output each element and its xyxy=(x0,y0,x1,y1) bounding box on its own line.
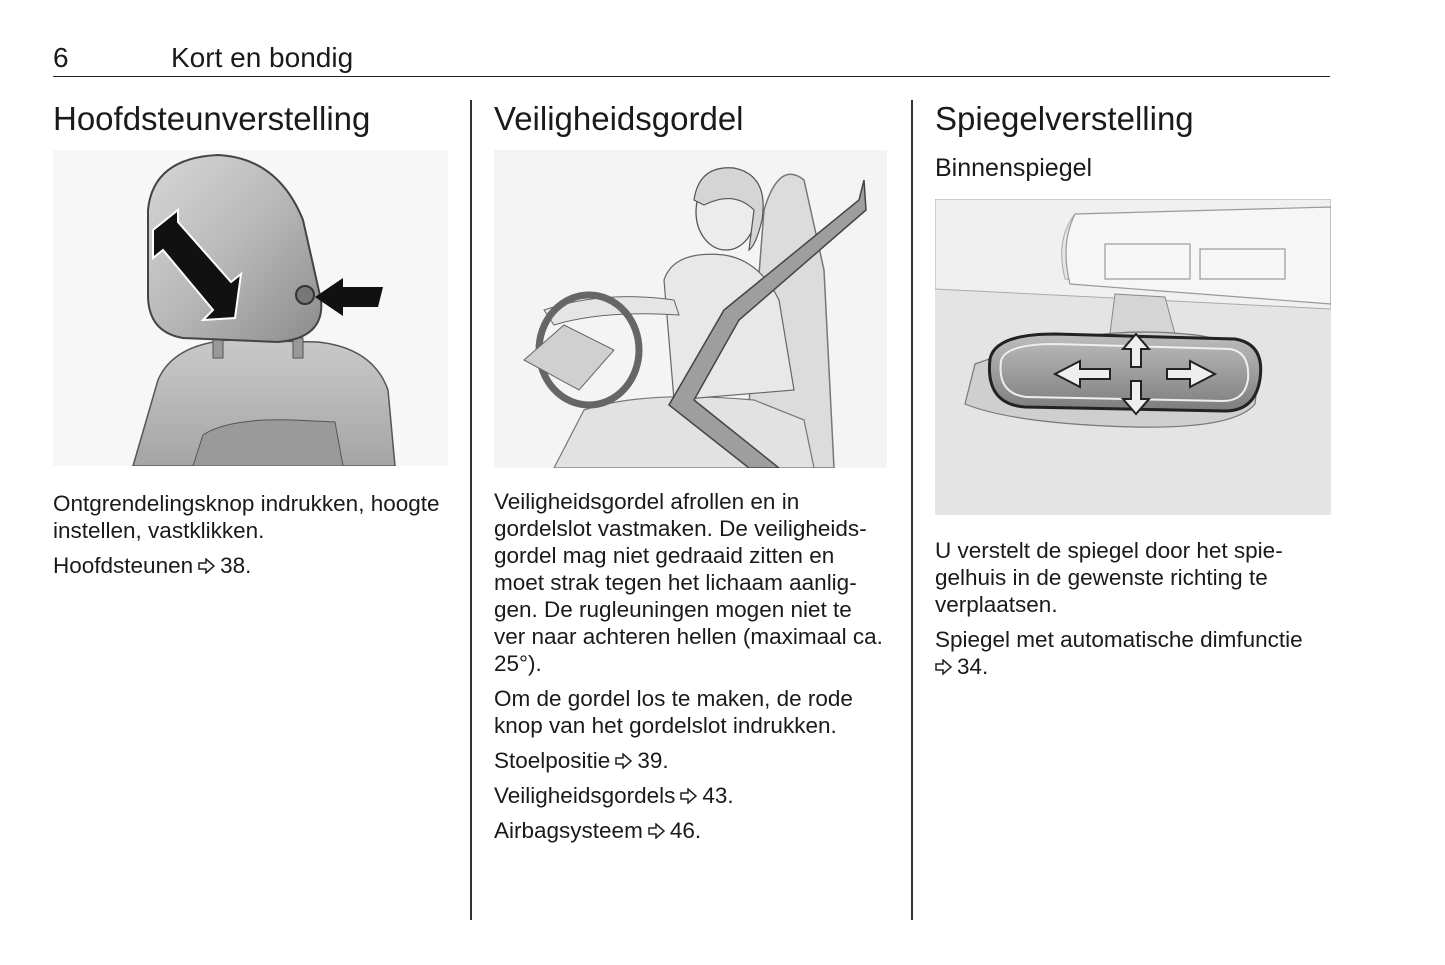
page-number: 6 xyxy=(53,42,69,73)
reference-page: 46. xyxy=(669,818,702,843)
mirror-section xyxy=(935,100,1331,183)
seatbelt-text xyxy=(494,488,889,844)
mirror-subheading: Binnenspiegel xyxy=(935,154,1093,182)
seatbelt-heading: Veiligheidsgordel xyxy=(494,100,744,137)
seatbelt-section xyxy=(494,100,889,138)
column-divider xyxy=(911,100,913,920)
mirror-instructions: U verstelt de spiegel door het spiegelhuis in de gewenste richting te verplaatsen. xyxy=(935,538,1283,617)
reference-text: Veiligheidsgordels xyxy=(494,783,676,808)
page-reference-arrow-icon xyxy=(680,788,698,804)
chapter-title: Kort en bondig xyxy=(171,42,354,73)
seatbelt-release-instructions: Om de gordel los te maken, de rode knop van het gordelslot indrukken. xyxy=(494,686,853,738)
mirror-text xyxy=(935,537,1331,680)
page-reference-arrow-icon xyxy=(198,558,216,574)
seatbelt-reference[interactable] xyxy=(494,817,889,844)
mirror-reference[interactable] xyxy=(935,626,1331,680)
seatbelt-illustration xyxy=(494,150,887,468)
reference-text: Stoelpositie xyxy=(494,748,611,773)
mirror-illustration xyxy=(935,199,1331,515)
headrest-reference[interactable] xyxy=(53,552,448,579)
reference-text: Spiegel met automatische dimfunctie xyxy=(935,627,1303,652)
headrest-section xyxy=(53,100,448,138)
page-reference-arrow-icon xyxy=(648,823,666,839)
seatbelt-reference[interactable] xyxy=(494,747,889,774)
reference-page: 39. xyxy=(637,748,669,773)
seatbelt-reference[interactable] xyxy=(494,782,889,809)
page-reference-arrow-icon xyxy=(615,753,633,769)
reference-text: Hoofdsteunen xyxy=(53,553,194,578)
headrest-heading: Hoofdsteunverstelling xyxy=(53,100,371,137)
headrest-illustration xyxy=(53,150,448,466)
headrest-instructions: Ontgrendelingsknop indrukken, hoogte instellen, vastklikken. xyxy=(53,491,440,543)
headrest-text xyxy=(53,490,448,579)
mirror-heading: Spiegelverstelling xyxy=(935,100,1194,137)
page-reference-arrow-icon xyxy=(935,659,953,675)
reference-page: 34. xyxy=(957,654,989,679)
reference-text: Airbagsysteem xyxy=(494,818,643,843)
reference-page: 38. xyxy=(220,553,252,578)
column-divider xyxy=(470,100,472,920)
reference-page: 43. xyxy=(702,783,734,808)
seatbelt-instructions: Veiligheidsgordel afrollen en in gordelslot vastmaken. De veiligheidsgordel mag niet gedraaid zitten en moet strak tegen het lichaam aanliggen. De rugleuningen mogen niet te ver naar achteren hellen (maximaal ca. 25°). xyxy=(494,489,883,676)
page-header xyxy=(53,40,1330,77)
